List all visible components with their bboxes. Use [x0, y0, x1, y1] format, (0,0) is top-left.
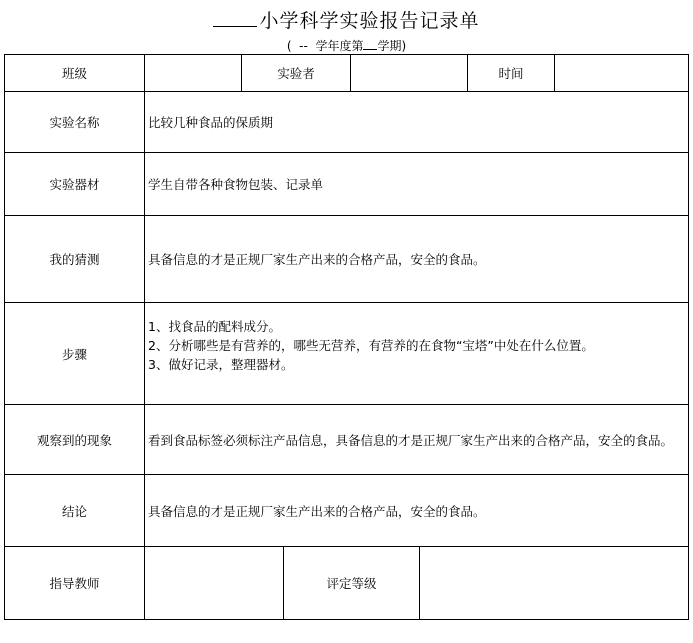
grade-field[interactable]	[420, 547, 688, 619]
hypothesis-field[interactable]: 具备信息的才是正规厂家生产出来的合格产品，安全的食品。	[145, 216, 688, 303]
hypothesis-label: 我的猜测	[5, 216, 145, 303]
teacher-label: 指导教师	[5, 547, 145, 619]
experimenter-field[interactable]	[351, 55, 468, 92]
grade-label: 评定等级	[284, 547, 420, 619]
steps-field[interactable]	[145, 303, 688, 405]
conclusion-field[interactable]: 具备信息的才是正规厂家生产出来的合格产品，安全的食品。	[145, 475, 688, 547]
observation-label: 观察到的现象	[5, 405, 145, 475]
time-field[interactable]	[555, 55, 688, 92]
time-label: 时间	[468, 55, 555, 92]
experiment-name-field[interactable]: 比较几种食品的保质期	[145, 92, 688, 153]
step-item: 1、找食品的配料成分。	[148, 319, 281, 334]
experimenter-label: 实验者	[242, 55, 351, 92]
report-table	[4, 54, 689, 620]
school-year-line: ( -- 学年度第 学期)	[286, 39, 407, 53]
steps-label: 步骤	[5, 303, 145, 405]
title-blank[interactable]	[213, 11, 257, 27]
class-label: 班级	[5, 55, 145, 92]
page-title: 小学科学实验报告记录单	[0, 6, 693, 33]
teacher-field[interactable]	[145, 547, 284, 619]
term-blank[interactable]	[363, 39, 377, 50]
experiment-name-label: 实验名称	[5, 92, 145, 153]
observation-field[interactable]: 看到食品标签必须标注产品信息，具备信息的才是正规厂家生产出来的合格产品，安全的食品。	[145, 405, 688, 475]
conclusion-label: 结论	[5, 475, 145, 547]
step-item: 2、分析哪些是有营养的，哪些无营养，有营养的在食物“宝塔”中处在什么位置。	[148, 338, 594, 353]
equipment-label: 实验器材	[5, 153, 145, 216]
equipment-field[interactable]: 学生自带各种食物包装、记录单	[145, 153, 688, 216]
class-field[interactable]	[145, 55, 242, 92]
step-item: 3、做好记录，整理器材。	[148, 357, 294, 372]
